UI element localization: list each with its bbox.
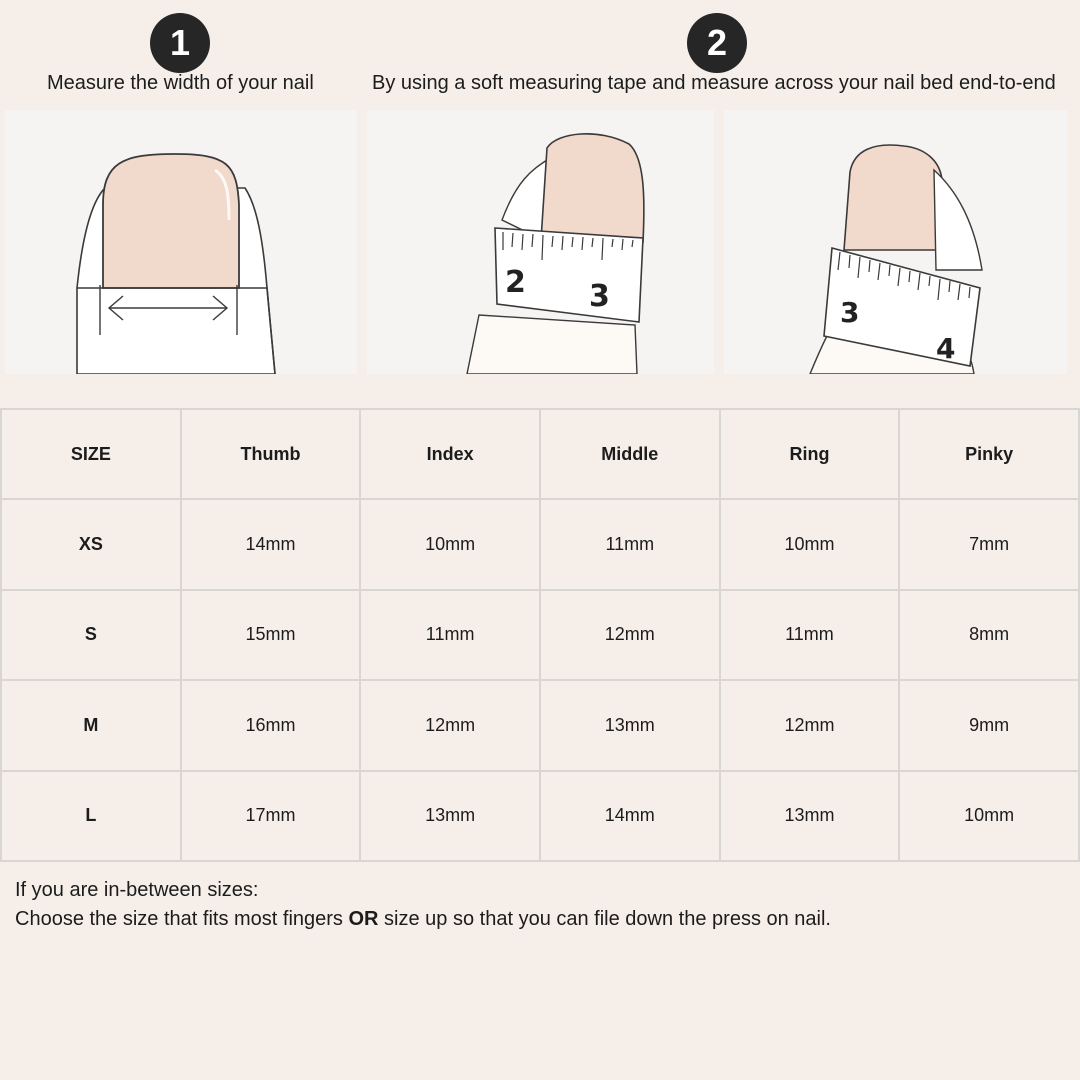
table-row	[1, 590, 1079, 680]
tape-label-4: 4	[936, 332, 956, 365]
step-2-badge: 2	[687, 13, 747, 73]
size-label-cell: XS	[1, 499, 181, 589]
nail-width-arrow-illustration	[5, 110, 357, 374]
table-row	[1, 680, 1079, 770]
table-cell: 17mm	[181, 771, 361, 861]
note-line-2-or: OR	[348, 908, 379, 930]
note-line-2	[15, 905, 831, 934]
tape-measure-angle-illustration	[724, 110, 1067, 374]
header-ring: Ring	[720, 409, 900, 499]
finger-nail-width-icon	[5, 110, 357, 374]
tape-label-3b: 3	[840, 296, 860, 329]
note-line-1: If you are in-between sizes:	[15, 879, 259, 901]
header-thumb: Thumb	[181, 409, 361, 499]
tape-label-3: 3	[589, 279, 610, 314]
table-cell: 9mm	[899, 680, 1079, 770]
step-2-caption: By using a soft measuring tape and measure across your nail bed end-to-end	[372, 72, 1056, 94]
table-cell: 10mm	[720, 499, 900, 589]
table-cell: 11mm	[360, 590, 540, 680]
size-label-cell: M	[1, 680, 181, 770]
nail-size-table	[0, 408, 1080, 862]
size-label-cell: S	[1, 590, 181, 680]
table-cell: 7mm	[899, 499, 1079, 589]
table-cell: 12mm	[360, 680, 540, 770]
table-cell: 10mm	[360, 499, 540, 589]
table-cell: 12mm	[540, 590, 720, 680]
size-label-cell: L	[1, 771, 181, 861]
tape-measure-finger-icon	[367, 110, 714, 374]
table-cell: 11mm	[540, 499, 720, 589]
table-cell: 14mm	[540, 771, 720, 861]
table-row	[1, 771, 1079, 861]
header-size: SIZE	[1, 409, 181, 499]
table-cell: 8mm	[899, 590, 1079, 680]
table-cell: 13mm	[360, 771, 540, 861]
tape-measure-angled-icon	[724, 110, 1067, 374]
note-line-2-end: size up so that you can file down the press on nail.	[378, 908, 831, 930]
tape-label-2: 2	[505, 265, 526, 300]
table-cell: 13mm	[720, 771, 900, 861]
header-index: Index	[360, 409, 540, 499]
table-cell: 16mm	[181, 680, 361, 770]
table-cell: 10mm	[899, 771, 1079, 861]
header-pinky: Pinky	[899, 409, 1079, 499]
table-cell: 14mm	[181, 499, 361, 589]
table-cell: 11mm	[720, 590, 900, 680]
step-1-badge: 1	[150, 13, 210, 73]
table-row	[1, 499, 1079, 589]
table-cell: 12mm	[720, 680, 900, 770]
header-middle: Middle	[540, 409, 720, 499]
tape-measure-side-illustration	[367, 110, 714, 374]
in-between-sizes-note	[15, 876, 831, 934]
note-line-2-start: Choose the size that fits most fingers	[15, 908, 349, 930]
table-header-row	[1, 409, 1079, 499]
table-cell: 13mm	[540, 680, 720, 770]
step-1-caption: Measure the width of your nail	[47, 72, 314, 94]
table-cell: 15mm	[181, 590, 361, 680]
